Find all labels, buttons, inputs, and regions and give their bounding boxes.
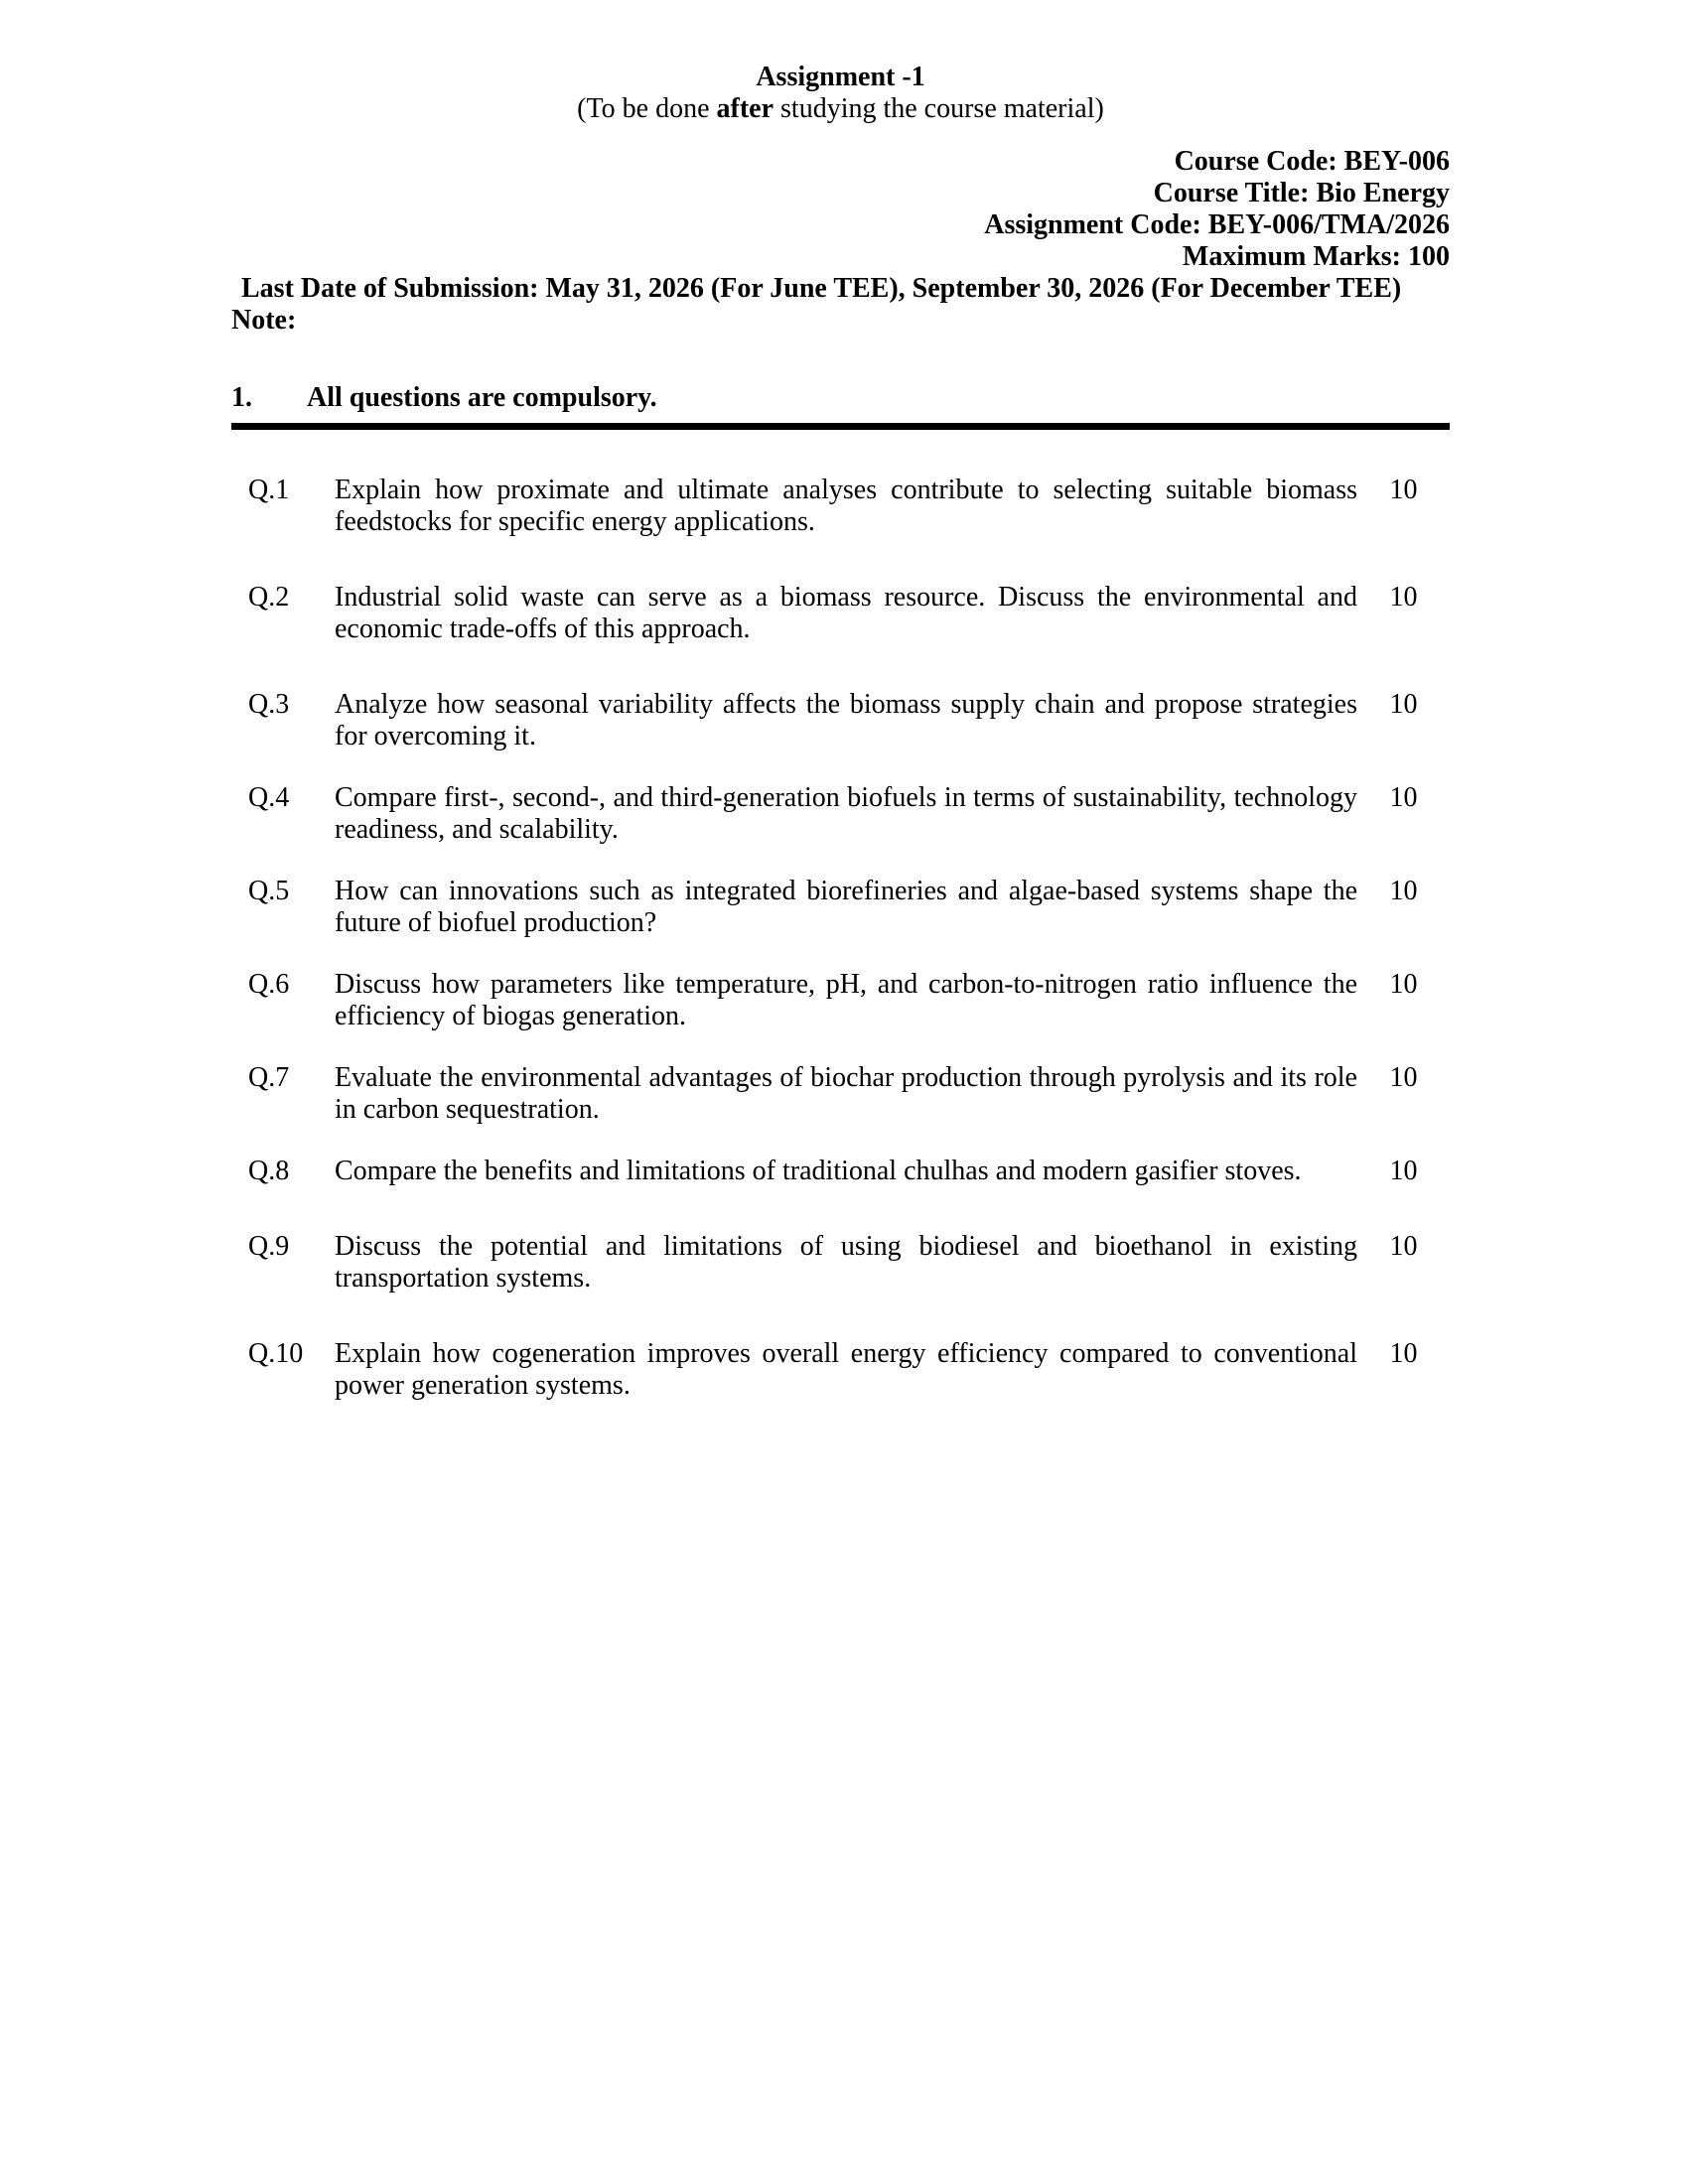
question-list [231,475,1450,1402]
document-content [231,0,1450,1402]
question-number: Q.10 [248,1338,304,1369]
question-text: Explain how proximate and ultimate analyses contribute to selecting suitable biomass feedstocks for specific energy applications. [335,475,1357,537]
maximum-marks-line: Maximum Marks: 100 [1182,241,1450,272]
question-row [231,475,1450,538]
note-label: Note: [231,305,297,336]
question-row [231,1156,1450,1187]
question-row [231,782,1450,846]
question-text: Explain how cogeneration improves overall energy efficiency compared to conventional power generation systems. [335,1338,1357,1401]
question-marks: 10 [1389,475,1418,505]
question-row [231,876,1450,939]
question-row [231,969,1450,1032]
question-text: Discuss how parameters like temperature, pH, and carbon-to-nitrogen ratio influence the efficiency of biogas generation. [335,969,1357,1031]
question-marks: 10 [1389,969,1418,1000]
assignment-code-line: Assignment Code: BEY-006/TMA/2026 [984,209,1450,240]
assignment-subtitle [231,93,1450,125]
question-text: Compare first-, second-, and third-generation biofuels in terms of sustainability, technology readiness, and scalability. [335,782,1357,845]
instruction-number: 1. [231,382,252,413]
question-text: Evaluate the environmental advantages of biochar production through pyrolysis and its role in carbon sequestration. [335,1062,1357,1125]
question-text: Compare the benefits and limitations of traditional chulhas and modern gasifier stoves. [335,1156,1302,1186]
question-number: Q.3 [248,689,290,720]
question-marks: 10 [1389,582,1418,613]
course-code-line: Course Code: BEY-006 [1174,146,1450,177]
question-number: Q.4 [248,782,290,813]
question-marks: 10 [1389,1338,1418,1369]
question-number: Q.8 [248,1156,290,1186]
assignment-title: Assignment -1 [756,62,925,92]
question-marks: 10 [1389,782,1418,813]
question-row [231,1231,1450,1295]
instruction-row [231,382,1450,414]
divider-rule [231,423,1450,430]
question-text: Discuss the potential and limitations of using biodiesel and bioethanol in existing transportation systems. [335,1231,1357,1294]
course-meta-block [231,146,1450,273]
question-text: Analyze how seasonal variability affects the biomass supply chain and propose strategies for overcoming it. [335,689,1357,751]
question-number: Q.6 [248,969,290,1000]
question-number: Q.9 [248,1231,290,1262]
question-number: Q.2 [248,582,290,613]
course-title-line: Course Title: Bio Energy [1153,178,1450,208]
question-marks: 10 [1389,1062,1418,1093]
question-number: Q.5 [248,876,290,906]
question-row [231,689,1450,752]
question-number: Q.1 [248,475,290,505]
subtitle-emphasis-word: after [716,93,774,124]
question-text: Industrial solid waste can serve as a biomass resource. Discuss the environmental and economic trade-offs of this approach. [335,582,1357,644]
question-number: Q.7 [248,1062,290,1093]
question-row [231,1338,1450,1402]
question-marks: 10 [1389,1231,1418,1262]
question-text: How can innovations such as integrated biorefineries and algae-based systems shape the future of biofuel production? [335,876,1357,938]
question-marks: 10 [1389,1156,1418,1186]
subtitle-suffix: studying the course material) [774,93,1104,124]
instruction-text: All questions are compulsory. [307,382,657,413]
question-marks: 10 [1389,876,1418,906]
last-date-of-submission: Last Date of Submission: May 31, 2026 (For June TEE), September 30, 2026 (For December TEE) [241,273,1402,304]
question-marks: 10 [1389,689,1418,720]
question-row [231,582,1450,645]
question-row [231,1062,1450,1126]
subtitle-prefix: (To be done [577,93,717,124]
